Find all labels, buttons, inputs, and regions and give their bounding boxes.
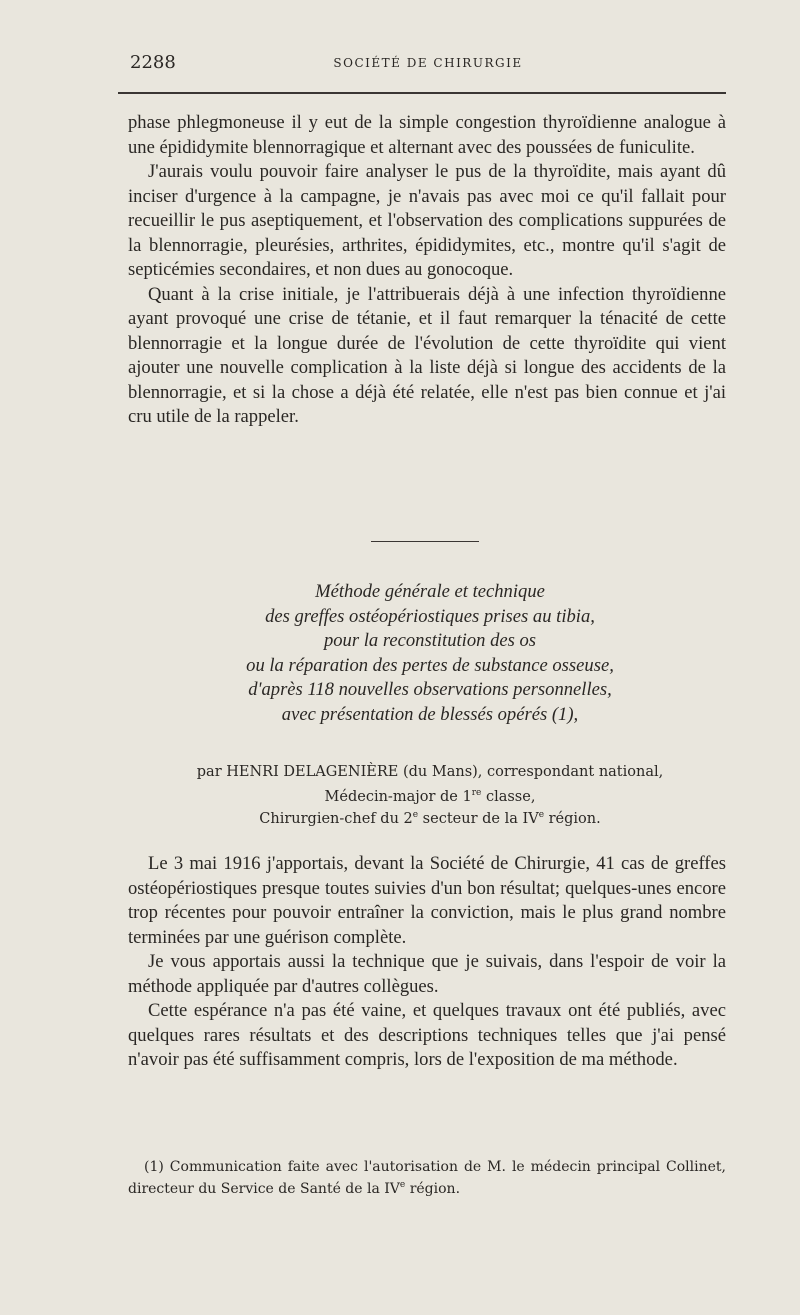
- article-title: [150, 580, 710, 728]
- footnote: (1) Communication faite avec l'autorisation de M. le médecin principal Collinet, directeur du Service de Santé de la IVe région.: [128, 1159, 726, 1197]
- title-line: ou la réparation des pertes de substance osseuse,: [246, 654, 614, 676]
- page-header: [130, 52, 726, 82]
- paragraph: phase phlegmoneuse il y eut de la simple congestion thyroïdienne analogue à une épididymite blennorragique et alternant avec des poussées de funiculite.: [128, 112, 726, 158]
- title-line: pour la reconstitution des os: [323, 630, 537, 652]
- section-separator: [371, 541, 479, 542]
- paragraph: Je vous apportais aussi la technique que je suivais, dans l'espoir de voir la méthode appliquée par d'autres collègues.: [128, 951, 726, 997]
- title-line: avec présentation de blessés opérés (1),: [281, 703, 579, 725]
- bottom-text-block: [128, 852, 726, 1073]
- paragraph: Cette espérance n'a pas été vaine, et quelques travaux ont été publiés, avec quelques rares résultats et des descriptions techniques telles que j'ai pensé n'avoir pas été suffisamment compris, lors de l'exposition de ma méthode.: [128, 1000, 726, 1070]
- author-line: par HENRI DELAGENIÈRE (du Mans), correspondant national,: [196, 764, 664, 780]
- page-number: 2288: [130, 52, 176, 73]
- running-title: SOCIÉTÉ DE CHIRURGIE: [333, 56, 523, 70]
- paragraph: J'aurais voulu pouvoir faire analyser le pus de la thyroïdite, mais ayant dû inciser d'urgence à la campagne, je n'avais pas avec moi ce qu'il fallait pour recueillir le pus aseptiquement, et l'observation des complications suppurées de la blennorragie, pleurésies, arthrites, épididymites, etc., montre qu'il s'agit de septicémies secondaires, et non dues au gonocoque.: [128, 161, 726, 280]
- affiliation-line: Médecin-major de 1re classe,: [324, 788, 536, 805]
- author-affiliation: [150, 787, 710, 830]
- affiliation-line: Chirurgien-chef du 2e secteur de la IVe région.: [259, 809, 601, 827]
- paragraph: Quant à la crise initiale, je l'attribuerais déjà à une infection thyroïdienne ayant provoqué une crise de tétanie, et il faut remarquer la ténacité de cette blennorragie et la longue durée de l'évolution de cette thyroïdite qui vient ajouter une nouvelle complication à la liste déjà si longue des accidents de la blennorragie, et si la chose a déjà été relatée, elle n'est pas bien connue et j'ai cru utile de la rappeler.: [128, 283, 726, 427]
- title-line: des greffes ostéopériostiques prises au tibia,: [265, 605, 595, 627]
- header-rule: [118, 92, 726, 94]
- title-line: Méthode générale et technique: [315, 581, 545, 602]
- paragraph: Le 3 mai 1916 j'apportais, devant la Société de Chirurgie, 41 cas de greffes ostéopériostiques presque toutes suivies d'un bon résultat; quelques-unes encore trop récentes pour pouvoir entraîner la conviction, mais le plus grand nombre terminées par une guérison complète.: [128, 853, 726, 948]
- top-text-block: [128, 111, 726, 430]
- title-line: d'après 118 nouvelles observations personnelles,: [248, 679, 612, 701]
